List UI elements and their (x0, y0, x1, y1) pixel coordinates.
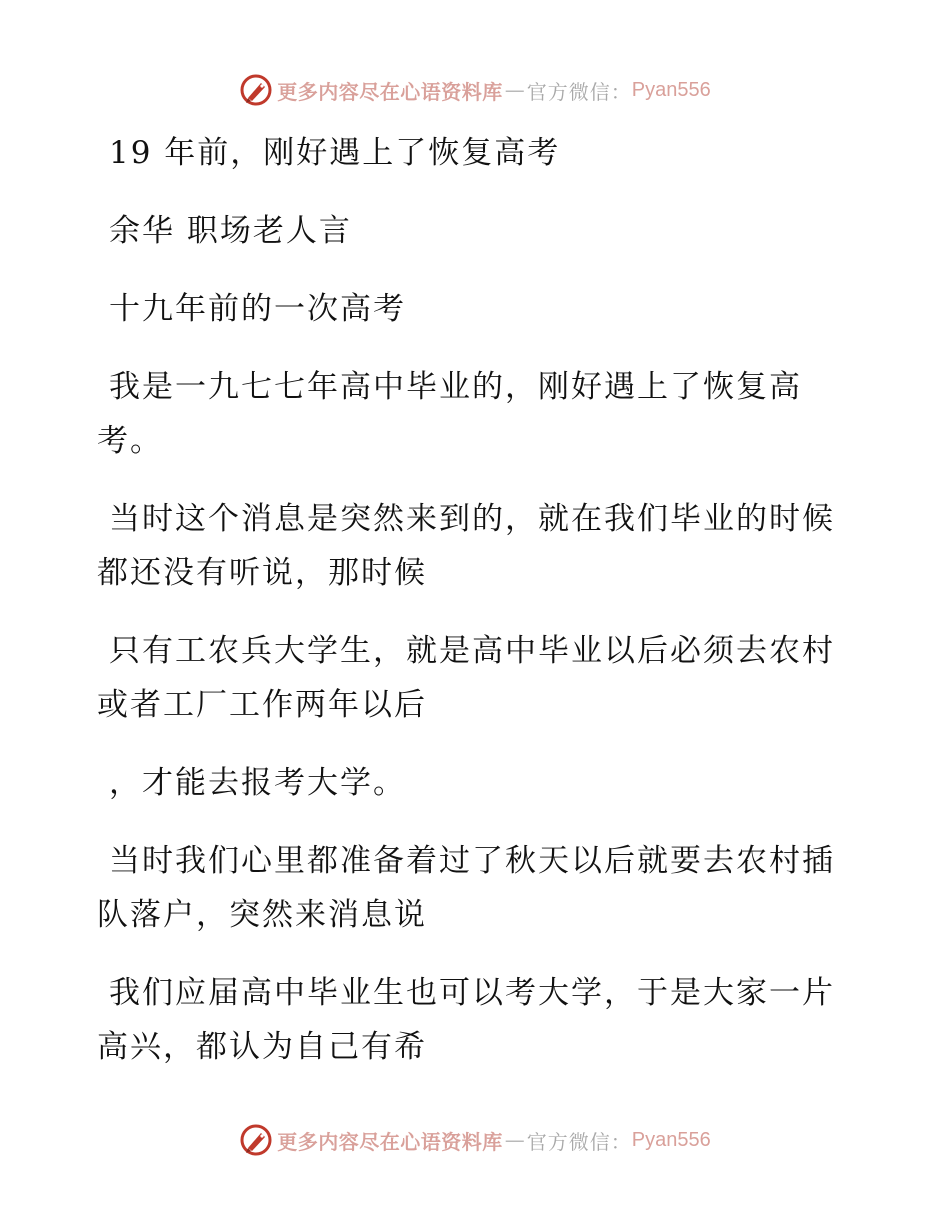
banner-wechat-label: 官方微信： (526, 79, 632, 104)
banner-wechat-id: Pyan556 (631, 1128, 711, 1151)
banner-site-text: 更多内容尽在心语资料库 (277, 1129, 503, 1154)
paragraph: 当时这个消息是突然来到的，就在我们毕业的时候都还没有听说，那时候 (97, 501, 835, 591)
banner-dash: — (504, 78, 525, 102)
pen-logo-icon (239, 1123, 273, 1157)
banner-site-text: 更多内容尽在心语资料库 (277, 79, 503, 104)
pen-logo-icon (239, 73, 273, 107)
header-banner (0, 70, 950, 110)
banner-wechat-label: 官方微信： (526, 1129, 632, 1154)
paragraph: 我是一九七七年高中毕业的，刚好遇上了恢复高考。 (97, 369, 802, 459)
footer-banner (0, 1120, 950, 1160)
paragraph: 当时我们心里都准备着过了秋天以后就要去农村插队落户，突然来消息说 (97, 843, 835, 933)
banner-wechat-id: Pyan556 (631, 78, 711, 101)
document-byline: 余华 职场老人言 (109, 213, 352, 249)
document-body (97, 126, 837, 1098)
banner-dash: — (504, 1128, 525, 1152)
paragraph: 我们应届高中毕业生也可以考大学，于是大家一片高兴，都认为自己有希 (97, 975, 835, 1065)
paragraph: 只有工农兵大学生，就是高中毕业以后必须去农村或者工厂工作两年以后 (97, 633, 835, 723)
document-title: 19 年前，刚好遇上了恢复高考 (109, 135, 561, 171)
document-subtitle: 十九年前的一次高考 (109, 291, 406, 327)
paragraph: ，才能去报考大学。 (109, 765, 406, 801)
